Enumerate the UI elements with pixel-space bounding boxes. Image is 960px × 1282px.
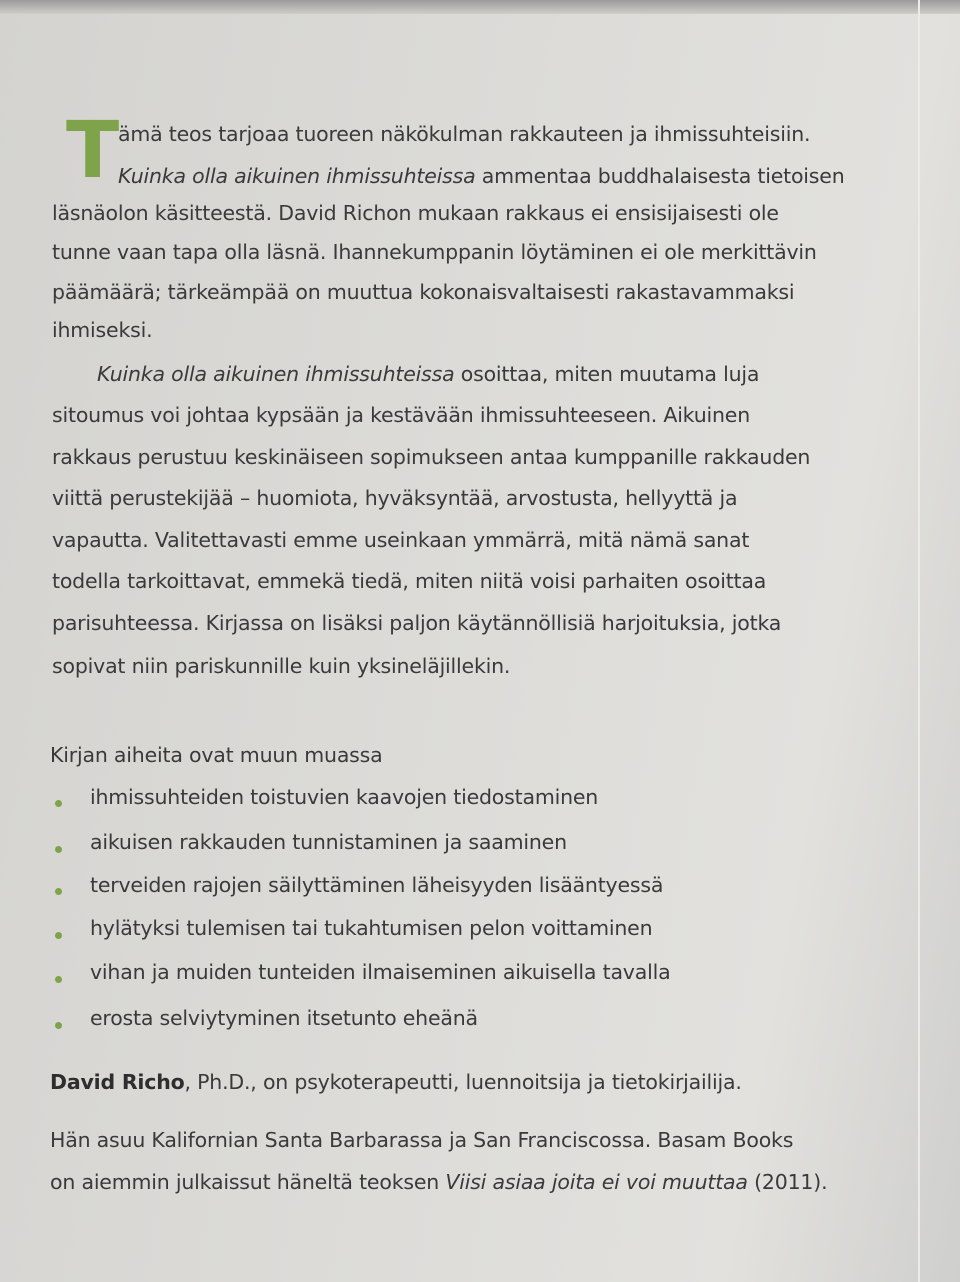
bullet-icon: [55, 976, 62, 983]
bullet-icon: [55, 800, 62, 807]
topics-heading: Kirjan aiheita ovat muun muassa: [50, 743, 383, 767]
bullet-icon: [55, 846, 62, 853]
topic-item: ihmissuhteiden toistuvien kaavojen tiedostaminen: [90, 785, 599, 809]
intro-line: Kuinka olla aikuinen ihmissuhteissa ammentaa buddhalaisesta tietoisen: [118, 164, 845, 188]
bullet-icon: [55, 888, 62, 895]
para2-line: parisuhteessa. Kirjassa on lisäksi paljon käytännöllisiä harjoituksia, jotka: [52, 611, 782, 635]
author-name: David Richo: [50, 1070, 185, 1094]
cover-top-edge: [0, 0, 960, 14]
topic-item: hylätyksi tulemisen tai tukahtumisen pelon voittaminen: [90, 916, 653, 940]
cover-fold: [918, 0, 920, 1282]
other-book-title: Viisi asiaa joita ei voi muuttaa: [445, 1170, 748, 1194]
topic-item: vihan ja muiden tunteiden ilmaiseminen aikuisella tavalla: [90, 960, 671, 984]
intro-line: ihmiseksi.: [52, 318, 153, 342]
intro-line: läsnäolon käsitteestä. David Richon mukaan rakkaus ei ensisijaisesti ole: [52, 201, 779, 225]
topic-item: terveiden rajojen säilyttäminen läheisyyden lisääntyessä: [90, 873, 664, 897]
author-line: on aiemmin julkaissut häneltä teoksen Viisi asiaa joita ei voi muuttaa (2011).: [50, 1170, 828, 1194]
para2-line: Kuinka olla aikuinen ihmissuhteissa osoittaa, miten muutama luja: [97, 362, 760, 386]
intro-line: ämä teos tarjoaa tuoreen näkökulman rakkauteen ja ihmissuhteisiin.: [118, 122, 811, 146]
intro-line: päämäärä; tärkeämpää on muuttua kokonaisvaltaisesti rakastavammaksi: [52, 280, 795, 304]
para2-line: todella tarkoittavat, emmekä tiedä, miten niitä voisi parhaiten osoittaa: [52, 569, 767, 593]
book-title: Kuinka olla aikuinen ihmissuhteissa: [97, 362, 455, 386]
drop-cap: T: [66, 106, 120, 196]
author-line: Hän asuu Kalifornian Santa Barbarassa ja San Franciscossa. Basam Books: [50, 1128, 794, 1152]
intro-line: tunne vaan tapa olla läsnä. Ihannekumppanin löytäminen ei ole merkittävin: [52, 240, 817, 264]
para2-line: sopivat niin pariskunnille kuin yksineläjillekin.: [52, 654, 511, 678]
author-line: David Richo, Ph.D., on psykoterapeutti, luennoitsija ja tietokirjailija.: [50, 1070, 742, 1094]
para2-line: sitoumus voi johtaa kypsään ja kestävään ihmissuhteeseen. Aikuinen: [52, 403, 751, 427]
topic-item: erosta selviytyminen itsetunto eheänä: [90, 1006, 478, 1030]
para2-line: rakkaus perustuu keskinäiseen sopimukseen antaa kumppanille rakkauden: [52, 445, 811, 469]
bullet-icon: [55, 1022, 62, 1029]
book-title: Kuinka olla aikuinen ihmissuhteissa: [118, 164, 476, 188]
bullet-icon: [55, 932, 62, 939]
topic-item: aikuisen rakkauden tunnistaminen ja saaminen: [90, 830, 567, 854]
para2-line: vapautta. Valitettavasti emme useinkaan ymmärrä, mitä nämä sanat: [52, 528, 750, 552]
para2-line: viittä perustekijää – huomiota, hyväksyntää, arvostusta, hellyyttä ja: [52, 486, 738, 510]
